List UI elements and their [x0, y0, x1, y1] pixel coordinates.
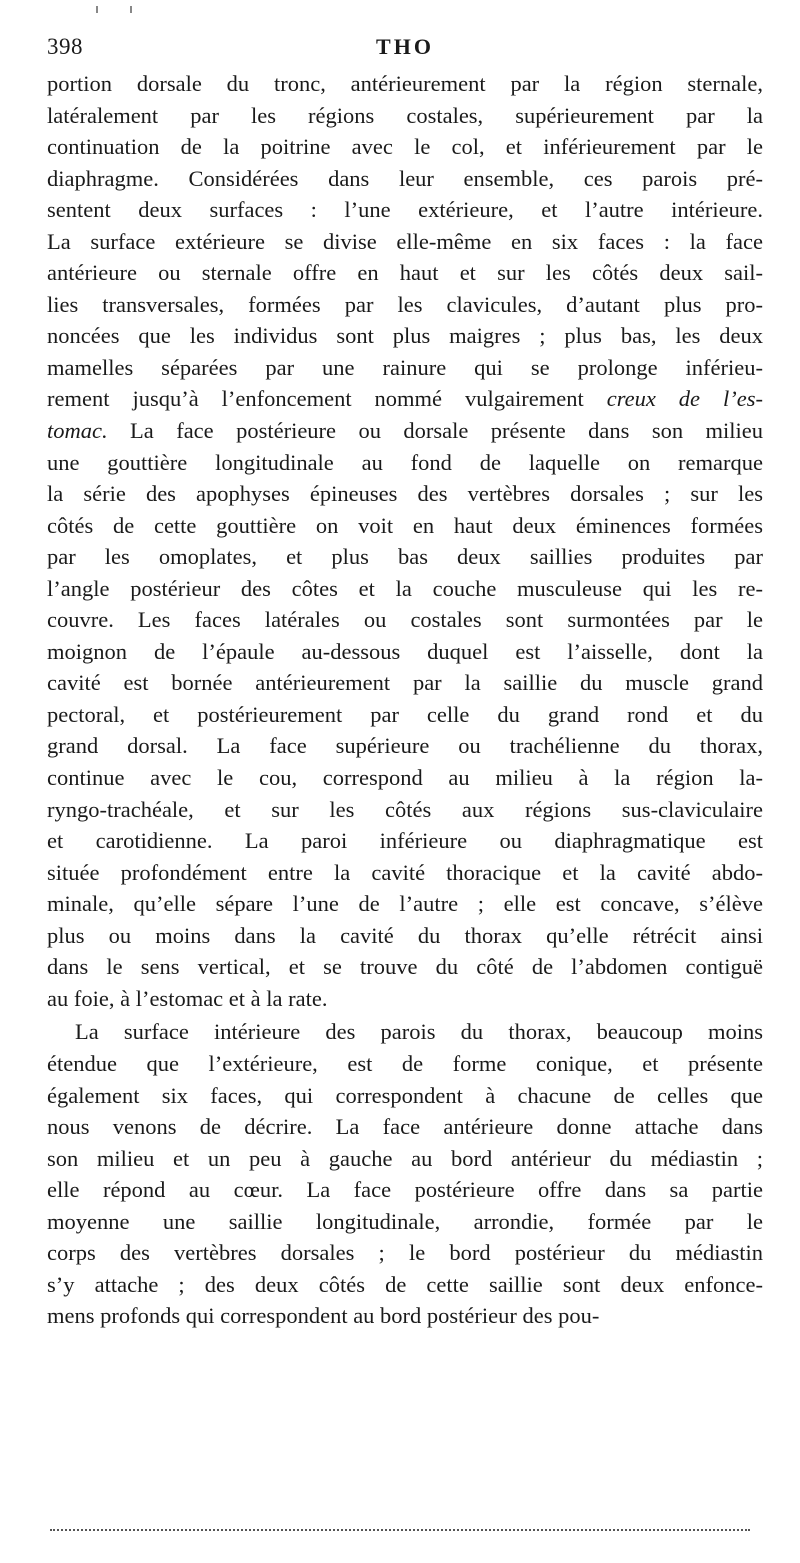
text-line: également six faces, qui correspondent à chacune de celles que [47, 1082, 763, 1108]
page-header [47, 34, 763, 68]
text-line: continue avec le cou, correspond au milieu à la région la- [47, 765, 763, 791]
text-line: tomac. La face postérieure ou dorsale présente dans son milieu [47, 418, 763, 444]
text-line: dans le sens vertical, et se trouve du côté de l’abdomen contiguë [47, 954, 763, 980]
paragraph [47, 68, 763, 1014]
italic-text: creux de l’es- [606, 386, 763, 412]
text-line: corps des vertèbres dorsales ; le bord postérieur du médiastin [47, 1240, 763, 1266]
text-line: moyenne une saillie longitudinale, arrondie, formée par le [47, 1208, 763, 1234]
top-edge-marks [96, 6, 136, 14]
page-number: 398 [47, 34, 83, 59]
text-line: continuation de la poitrine avec le col, et inférieurement par le [47, 134, 763, 160]
text-line: antérieure ou sternale offre en haut et sur les côtés deux sail- [47, 260, 763, 286]
text-line: étendue que l’extérieure, est de forme conique, et présente [47, 1050, 763, 1076]
text-line: la série des apophyses épineuses des vertèbres dorsales ; sur les [47, 481, 763, 507]
text-line: minale, qu’elle sépare l’une de l’autre ; elle est concave, s’élève [47, 891, 763, 917]
book-page [47, 34, 763, 1332]
body-text [47, 68, 763, 1332]
text-line: couvre. Les faces latérales ou costales sont surmontées par le [47, 607, 763, 633]
text-line: noncées que les individus sont plus maigres ; plus bas, les deux [47, 323, 763, 349]
text-line: rement jusqu’à l’enfoncement nommé vulgairement creux de l’es- [47, 386, 763, 412]
text-line: sentent deux surfaces : l’une extérieure, et l’autre intérieure. [47, 197, 763, 223]
text-line: cavité est bornée antérieurement par la saillie du muscle grand [47, 670, 763, 696]
text-line: moignon de l’épaule au-dessous duquel est l’aisselle, dont la [47, 638, 763, 664]
text-line: s’y attache ; des deux côtés de cette saillie sont deux enfonce- [47, 1271, 763, 1297]
text-line: plus ou moins dans la cavité du thorax qu’elle rétrécit ainsi [47, 922, 763, 948]
text-line: située profondément entre la cavité thoracique et la cavité abdo- [47, 859, 763, 885]
text-line: pectoral, et postérieurement par celle du grand rond et du [47, 701, 763, 727]
paragraph [47, 1016, 763, 1331]
text-line: côtés de cette gouttière on voit en haut deux éminences formées [47, 512, 763, 538]
text-line: elle répond au cœur. La face postérieure offre dans sa partie [47, 1177, 763, 1203]
text-line: portion dorsale du tronc, antérieurement par la région sternale, [47, 71, 763, 96]
text-line: La surface extérieure se divise elle-même en six faces : la face [47, 228, 763, 254]
text-line: au foie, à l’estomac et à la rate. [47, 985, 328, 1011]
text-line: par les omoplates, et plus bas deux saillies produites par [47, 544, 763, 570]
text-line: une gouttière longitudinale au fond de laquelle on remarque [47, 449, 763, 475]
text-line: La surface intérieure des parois du thorax, beaucoup moins [75, 1019, 763, 1045]
text-line: mens profonds qui correspondent au bord postérieur des pou- [47, 1303, 600, 1329]
text-line: l’angle postérieur des côtes et la couche musculeuse qui les re- [47, 575, 763, 601]
text-line: latéralement par les régions costales, supérieurement par la [47, 102, 763, 128]
text-line: nous venons de décrire. La face antérieure donne attache dans [47, 1114, 763, 1140]
text-line: diaphragme. Considérées dans leur ensemble, ces parois pré- [47, 165, 763, 191]
footer-rule [50, 1529, 750, 1531]
text-line: et carotidienne. La paroi inférieure ou diaphragmatique est [47, 828, 763, 854]
text-line: lies transversales, formées par les clavicules, d’autant plus pro- [47, 291, 763, 317]
text-line: grand dorsal. La face supérieure ou trachélienne du thorax, [47, 733, 763, 759]
running-head: THO [376, 34, 434, 59]
text-line: mamelles séparées par une rainure qui se prolonge inférieu- [47, 354, 763, 380]
text-line: ryngo-trachéale, et sur les côtés aux régions sus-claviculaire [47, 796, 763, 822]
italic-text: tomac. [47, 418, 108, 444]
text-line: son milieu et un peu à gauche au bord antérieur du médiastin ; [47, 1145, 763, 1171]
